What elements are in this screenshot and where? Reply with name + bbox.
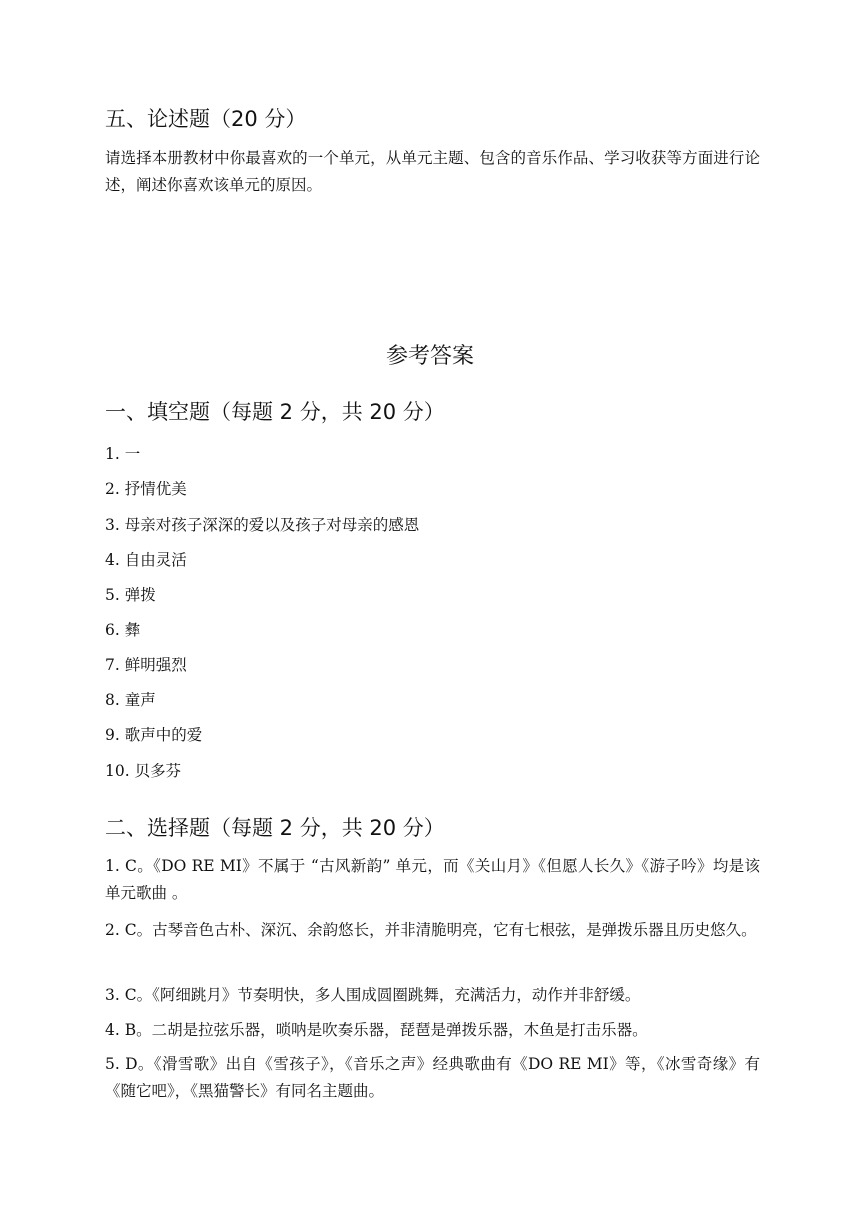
section-heading-multiple-choice: 二、选择题（每题 2 分，共 20 分） <box>105 816 445 840</box>
essay-prompt: 请选择本册教材中你最喜欢的一个单元，从单元主题、包含的音乐作品、学习收获等方面进行论述，阐述你喜欢该单元的原因。 <box>105 149 760 194</box>
fill-blank-answer: 1. 一 <box>105 445 141 463</box>
fill-blank-answer: 3. 母亲对孩子深深的爱以及孩子对母亲的感恩 <box>105 516 420 534</box>
fill-blank-answer: 6. 彝 <box>105 621 141 639</box>
choice-answer: 1. C。《DO RE MI》不属于 “古风新韵” 单元，而《关山月》《但愿人长久》《游子吟》均是该单元歌曲 。 <box>105 857 760 902</box>
answers-title: 参考答案 <box>385 344 474 369</box>
choice-answer: 5. D。《滑雪歌》出自《雪孩子》，《音乐之声》经典歌曲有《DO RE MI》等，《冰雪奇缘》有《随它吧》，《黑猫警长》有同名主题曲。 <box>105 1055 760 1100</box>
choice-answer: 4. B。二胡是拉弦乐器，唢呐是吹奏乐器，琵琶是弹拨乐器，木鱼是打击乐器。 <box>105 1021 648 1039</box>
section-heading-essay: 五、论述题（20 分） <box>105 107 307 131</box>
section-heading-fill-blank: 一、填空题（每题 2 分，共 20 分） <box>105 400 445 424</box>
fill-blank-answer: 10. 贝多芬 <box>105 762 182 780</box>
fill-blank-answer: 5. 弹拨 <box>105 586 156 604</box>
fill-blank-answer: 7. 鲜明强烈 <box>105 656 187 674</box>
fill-blank-answer: 4. 自由灵活 <box>105 551 187 569</box>
fill-blank-answer: 2. 抒情优美 <box>105 480 187 498</box>
choice-answer: 3. C。《阿细跳月》节奏明快，多人围成圆圈跳舞，充满活力，动作并非舒缓。 <box>105 986 641 1004</box>
fill-blank-answer: 9. 歌声中的爱 <box>105 726 203 744</box>
fill-blank-answer: 8. 童声 <box>105 691 156 709</box>
choice-answer: 2. C。古琴音色古朴、深沉、余韵悠长，并非清脆明亮，它有七根弦，是弹拨乐器且历史悠久。 <box>105 921 757 939</box>
